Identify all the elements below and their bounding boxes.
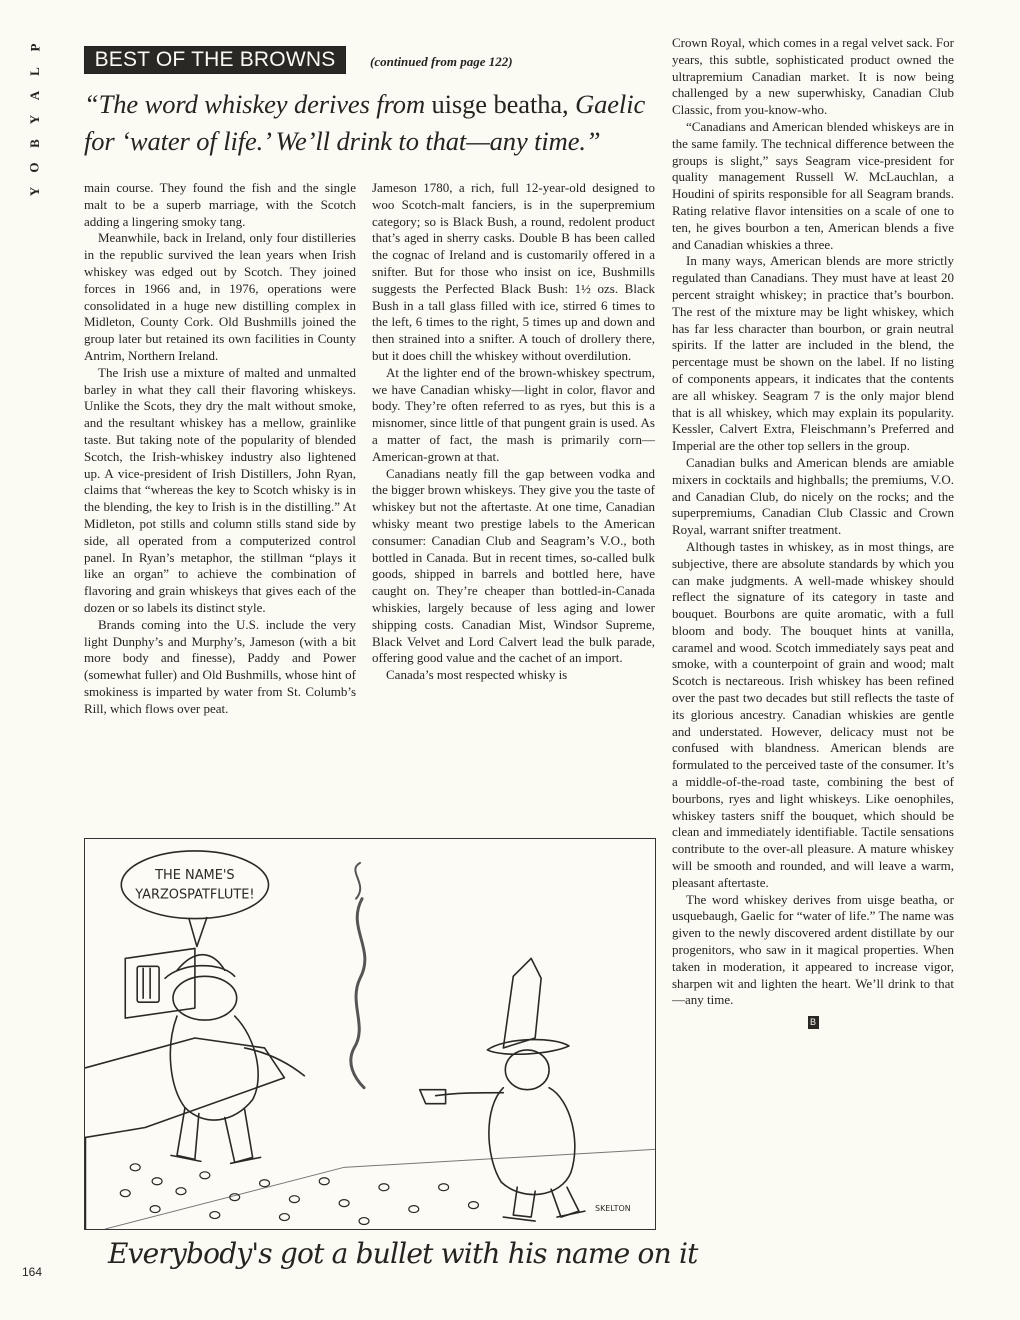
sidebar-letter: Y xyxy=(26,185,42,197)
bullets xyxy=(120,1164,478,1225)
page-number: 164 xyxy=(22,1265,43,1279)
paragraph: Meanwhile, back in Ireland, only four distilleries in the republic survived the lean years when Irish whiskey was edged out by Scotch. They joined forces in 1966 and, in 1976, operations were consolidated in a huge new distilling complex in Midleton, County Cork. Old Bushmills joined the group later but retained its own facilities in County Antrim, Northern Ireland. xyxy=(84,230,356,363)
article-column-3 xyxy=(672,35,954,1030)
paragraph: Crown Royal, which comes in a regal velvet sack. For years, this subtle, sophisticated product owned the ultrapremium Canadian market. It is now being challenged by a new superwhisky, Canadian Club Classic, from you-know-who. xyxy=(672,35,954,118)
cartoon-drawing xyxy=(85,839,655,1229)
paragraph: At the lighter end of the brown-whiskey spectrum, we have Canadian whisky—light in color, flavor and body. They’re often referred to as ryes, but this is a misnomer, since little of that pungent grain is used. As a matter of fact, the mash is primarily corn—American-grown at that. xyxy=(372,364,655,464)
paragraph: Jameson 1780, a rich, full 12-year-old designed to woo Scotch-malt fanciers, is in the superpremium category; so is Black Bush, a round, redolent product that’s aged in sherry casks. Double B has been called the cognac of Ireland and is customarily offered in a snifter. But for those who insist on ice, Bushmills suggests the Perfected Black Bush: 1½ ozs. Black Bush in a tall glass filled with ice, stirred 6 times to the left, 6 times to the right, 5 times up and down and then strained into a snifter. A touch of drollery there, but it does chill the whiskey without overdilution. xyxy=(372,180,655,363)
article-column-1 xyxy=(84,180,356,718)
pull-quote xyxy=(84,86,656,160)
cowboy-right xyxy=(420,958,585,1221)
paragraph: Although tastes in whiskey, as in most things, are subjective, there are absolute standards by which you can make judgments. A well-made whiskey should reflect the signature of its category in taste and bouquet. Bourbons are quite aromatic, with a full bloom and body. The bouquet hints at vanilla, caramel and wood. Scotch immediately says peat and smoke, with a counterpoint of grain and wood; malt Scotch is nectareous. Irish whiskey has been refined over the past two decades but still reflects the taste of its glorious ancestry. Canadian whiskies are gentle and understated. However, delicacy must not be confused with blandness. American blends are formulated to the perceived taste of the consumer. It’s a middle-of-the-road taste, combining the best of bourbons, ryes and light whiskeys. Like oenophiles, whiskey tasters sniff the bouquet, which should be clean and immediately identifiable. Tactile sensations contribute to the over-all pleasure. A mature whiskey will be smooth and rounded, and will leave a warm, pleasant aftertaste. xyxy=(672,538,954,890)
gun-smoke xyxy=(351,899,365,1088)
cartoon-illustration xyxy=(84,838,656,1230)
cartoon-caption: Everybody's got a bullet with his name on it xyxy=(108,1237,698,1270)
article-column-2 xyxy=(372,180,655,684)
end-mark-icon: B xyxy=(808,1016,819,1029)
sidebar-letter: O xyxy=(27,161,42,173)
end-mark-line xyxy=(672,1013,954,1030)
paragraph: Brands coming into the U.S. include the very light Dunphy’s and Murphy’s, Jameson (with a bit more body and finesse), Paddy and Power (somewhat fuller) and Old Bushmills, whose hint of smokiness is imparted by water from St. Columb’s Rill, which flows over peat. xyxy=(84,616,356,716)
bar-mirror xyxy=(125,948,195,1018)
section-label: BEST OF THE BROWNS xyxy=(84,46,346,74)
paragraph: In many ways, American blends are more strictly regulated than Canadians. They must have at least 20 percent straight whiskey; in practice that’s bourbon. The rest of the mixture may be light whiskey, which has far less character than bourbon, or grain neutral spirits. If the latter are included in the blend, the percentage must be shown on the label. If no listing of components appears, it indicates that the contents are all whiskey. Seagram 7 is the only major blend that is all whiskey, which may explain its popularity. Kessler, Calvert Extra, Fleischmann’s Preferred and Imperial are the other top sellers in the group. xyxy=(672,253,954,454)
beer-mug xyxy=(137,966,159,1002)
paragraph: Canada’s most respected whisky is xyxy=(386,667,568,683)
gun-smoke xyxy=(355,863,360,899)
paragraph: Canadian bulks and American blends are amiable mixers in cocktails and highballs; the premiums, V.O. and Canadian Club, do nicely on the rocks; and the superpremiums, Canadian Club Classic and Crown Royal, warrant snifter treatment. xyxy=(672,454,954,538)
cowboy-left xyxy=(165,955,304,1164)
sidebar-letter: P xyxy=(26,42,42,52)
magazine-name-vertical xyxy=(22,40,48,198)
paragraph: The Irish use a mixture of malted and unmalted barley in what they call their flavoring whiskeys. Unlike the Scots, they dry the malt without smoke, and the resultant whiskey has a mellow, grainlike taste. But taking note of the popularity of blended Scotch, the Irish-whiskey industry also lightened up. A vice-president of Irish Distillers, John Ryan, claims that “whereas the key to Scotch whisky is in the blending, the key to Irish is in the distilling.” At Midleton, pot stills and column stills stand side by side, all operated from a computerized control panel. In Ryan’s metaphor, the stillman “plays it like an organ” to achieve the combination of flavoring and grain whiskeys that gives each of the dozen or so labels its distinct style. xyxy=(84,364,356,615)
sidebar-letter: A xyxy=(26,89,42,101)
speech-text-1: THE NAME'S xyxy=(155,867,235,883)
speech-balloon xyxy=(121,851,268,919)
pull-quote-part-1: “The word whiskey derives from xyxy=(84,89,432,119)
sidebar-letter: Y xyxy=(26,113,42,125)
sidebar-letter: L xyxy=(26,66,42,76)
revolver xyxy=(420,1090,446,1104)
pull-quote-part-3: Gaelic for ‘water of life.’ We’ll drink to that—any time.” xyxy=(84,89,646,156)
speech-text-2: YARZOSPATFLUTE! xyxy=(135,887,255,903)
paragraph: main course. They found the fish and the single malt to be a superb marriage, with the Scotch adding a lingering smoky tang. xyxy=(84,180,356,229)
paragraph: The word whiskey derives from uisge beatha, or usquebaugh, Gaelic for “water of life.” The name was given to the newly discovered ardent distillate by our progenitors, who saw in it magical properties. When taken in moderation, it appeared to increase vigor, sharpen wit and lighten the heart. We’ll drink to that—any time. xyxy=(672,891,954,1008)
speech-balloon-tail xyxy=(189,918,207,947)
paragraph: Canadians neatly fill the gap between vodka and the bigger brown whiskeys. They give you the taste of whiskey but not the aftertaste. At one time, Canadian whisky meant two prestige labels to the American consumer: Canadian Club and Seagram’s V.O., both bottled in Canada. But in recent times, so-called bulk goods, shipped in barrels and bottled here, have caught on. They’re cheaper than bottled-in-Canada whiskies, largely because of less aging and lower shipping costs. Canadian Mist, Windsor Supreme, Black Velvet and Lord Calvert lead the bulk parade, offering good value and the cachet of an import. xyxy=(372,465,655,666)
pull-quote-part-2: uisge beatha, xyxy=(431,89,569,119)
continued-note: (continued from page 122) xyxy=(370,54,513,69)
sidebar-letter: B xyxy=(26,138,42,148)
paragraph: “Canadians and American blended whiskeys are in the same family. The technical difference between the groups is slight,” says Seagram vice-president for quality management Russell W. McLauchlan, a Houdini of spirits responsible for all Seagram brands. Rating relative flavor intensities on a scale of one to ten, he gives bourbon a ten, American blends a five and Canadian whiskies a three. xyxy=(672,118,954,252)
cartoonist-signature: SKELTON xyxy=(595,1204,631,1214)
